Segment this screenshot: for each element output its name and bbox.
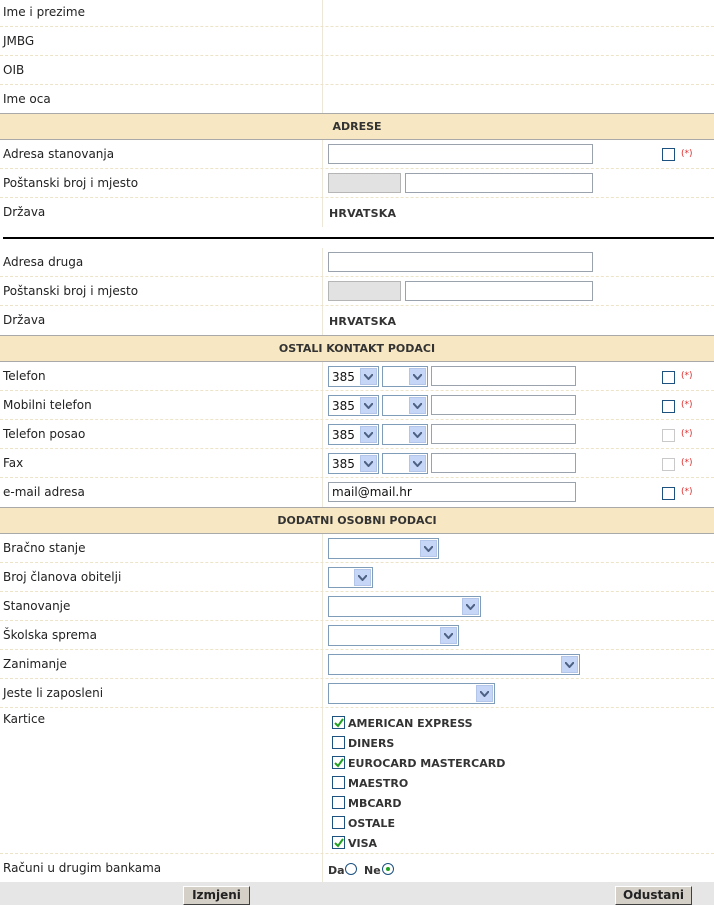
address2-country-row bbox=[0, 306, 714, 335]
required-marker: (*) bbox=[681, 429, 693, 439]
mobile-checkbox[interactable] bbox=[662, 400, 675, 413]
address2-postal-label: Poštanski broj i mjesto bbox=[3, 284, 139, 298]
father-name-row bbox=[0, 85, 714, 113]
chevron-down-icon bbox=[360, 368, 377, 385]
chevron-down-icon bbox=[409, 426, 426, 443]
other-banks-label: Računi u drugim bankama bbox=[3, 861, 162, 875]
chevron-down-icon bbox=[354, 569, 371, 586]
work-phone-label: Telefon posao bbox=[3, 427, 86, 441]
required-marker: (*) bbox=[681, 487, 693, 497]
mobile-country-code-select[interactable] bbox=[328, 395, 379, 416]
address-postal-code-input[interactable] bbox=[328, 173, 401, 193]
divider bbox=[3, 237, 714, 239]
checkmark-icon bbox=[334, 838, 344, 848]
other-banks-yes-label: Da bbox=[328, 864, 345, 877]
section-addresses: ADRESE bbox=[0, 113, 714, 140]
address-street-label: Adresa stanovanja bbox=[3, 147, 115, 161]
card-checkbox[interactable] bbox=[332, 716, 345, 729]
father-name-label: Ime oca bbox=[3, 92, 51, 106]
card-checkbox[interactable] bbox=[332, 836, 345, 849]
work-phone-number-input[interactable] bbox=[431, 424, 576, 444]
work-country-code-select[interactable] bbox=[328, 424, 379, 445]
family-members-label: Broj članova obitelji bbox=[3, 570, 122, 584]
section-extra: DODATNI OSOBNI PODACI bbox=[0, 507, 714, 534]
other-banks-no-label: Ne bbox=[364, 864, 381, 877]
required-marker: (*) bbox=[681, 371, 693, 381]
chevron-down-icon bbox=[462, 598, 479, 615]
address2-country-value: HRVATSKA bbox=[329, 315, 397, 328]
phone-country-code-value: 385 bbox=[332, 370, 355, 384]
card-checkbox[interactable] bbox=[332, 756, 345, 769]
address2-city-input[interactable] bbox=[405, 281, 593, 301]
chevron-down-icon bbox=[409, 397, 426, 414]
card-checkbox[interactable] bbox=[332, 736, 345, 749]
phone-checkbox[interactable] bbox=[662, 371, 675, 384]
chevron-down-icon bbox=[476, 685, 493, 702]
chevron-down-icon bbox=[409, 368, 426, 385]
name-label: Ime i prezime bbox=[3, 5, 85, 19]
name-row bbox=[0, 0, 714, 27]
address-country-value: HRVATSKA bbox=[329, 207, 397, 220]
email-checkbox[interactable] bbox=[662, 487, 675, 500]
work-phone-checkbox[interactable] bbox=[662, 429, 675, 442]
card-checkbox[interactable] bbox=[332, 776, 345, 789]
housing-select[interactable] bbox=[328, 596, 481, 617]
address-postal-label: Poštanski broj i mjesto bbox=[3, 176, 139, 190]
phone-area-code-select[interactable] bbox=[382, 366, 428, 387]
fax-country-code-select[interactable] bbox=[328, 453, 379, 474]
required-marker: (*) bbox=[681, 400, 693, 410]
work-area-code-select[interactable] bbox=[382, 424, 428, 445]
chevron-down-icon bbox=[409, 455, 426, 472]
address-city-input[interactable] bbox=[405, 173, 593, 193]
card-label: VISA bbox=[348, 837, 378, 850]
phone-country-code-select[interactable] bbox=[328, 366, 379, 387]
email-input[interactable] bbox=[328, 482, 576, 502]
radio-selected-dot bbox=[386, 867, 390, 871]
work-country-code-value: 385 bbox=[332, 428, 355, 442]
card-label: AMERICAN EXPRESS bbox=[348, 717, 473, 730]
phone-label: Telefon bbox=[3, 369, 46, 383]
chevron-down-icon bbox=[561, 656, 578, 673]
change-button[interactable]: Izmjeni bbox=[183, 886, 250, 905]
chevron-down-icon bbox=[360, 426, 377, 443]
mobile-country-code-value: 385 bbox=[332, 399, 355, 413]
fax-country-code-value: 385 bbox=[332, 457, 355, 471]
card-label: OSTALE bbox=[348, 817, 395, 830]
oib-row bbox=[0, 56, 714, 85]
card-checkbox[interactable] bbox=[332, 816, 345, 829]
fax-area-code-select[interactable] bbox=[382, 453, 428, 474]
address2-street-label: Adresa druga bbox=[3, 255, 84, 269]
address-street-checkbox[interactable] bbox=[662, 148, 675, 161]
required-marker: (*) bbox=[681, 149, 693, 159]
address-country-label: Država bbox=[3, 205, 46, 219]
oib-label: OIB bbox=[3, 63, 25, 77]
family-members-select[interactable] bbox=[328, 567, 373, 588]
marital-select[interactable] bbox=[328, 538, 439, 559]
mobile-area-code-select[interactable] bbox=[382, 395, 428, 416]
address2-postal-code-input[interactable] bbox=[328, 281, 401, 301]
email-label: e-mail adresa bbox=[3, 485, 85, 499]
card-label: DINERS bbox=[348, 737, 395, 750]
card-label: EUROCARD MASTERCARD bbox=[348, 757, 506, 770]
fax-number-input[interactable] bbox=[431, 453, 576, 473]
housing-label: Stanovanje bbox=[3, 599, 71, 613]
card-label: MBCARD bbox=[348, 797, 402, 810]
address-street-input[interactable] bbox=[328, 144, 593, 164]
chevron-down-icon bbox=[360, 455, 377, 472]
fax-checkbox[interactable] bbox=[662, 458, 675, 471]
address2-street-input[interactable] bbox=[328, 252, 593, 272]
other-banks-row bbox=[0, 854, 714, 882]
chevron-down-icon bbox=[440, 627, 457, 644]
card-checkbox[interactable] bbox=[332, 796, 345, 809]
occupation-select[interactable] bbox=[328, 654, 580, 675]
employed-label: Jeste li zaposleni bbox=[3, 686, 104, 700]
occupation-label: Zanimanje bbox=[3, 657, 67, 671]
checkmark-icon bbox=[334, 758, 344, 768]
card-label: MAESTRO bbox=[348, 777, 409, 790]
mobile-label: Mobilni telefon bbox=[3, 398, 92, 412]
section-contacts: OSTALI KONTAKT PODACI bbox=[0, 335, 714, 362]
other-banks-yes-radio[interactable] bbox=[345, 863, 357, 875]
marital-label: Bračno stanje bbox=[3, 541, 86, 555]
chevron-down-icon bbox=[420, 540, 437, 557]
checkmark-icon bbox=[334, 718, 344, 728]
employed-select[interactable] bbox=[328, 683, 495, 704]
cards-label: Kartice bbox=[3, 712, 45, 726]
jmbg-label: JMBG bbox=[3, 34, 35, 48]
required-marker: (*) bbox=[681, 458, 693, 468]
address-country-row bbox=[0, 198, 714, 227]
address2-country-label: Država bbox=[3, 313, 46, 327]
jmbg-row bbox=[0, 27, 714, 56]
education-label: Školska sprema bbox=[3, 628, 97, 642]
mobile-number-input[interactable] bbox=[431, 395, 576, 415]
cancel-button[interactable]: Odustani bbox=[615, 886, 692, 905]
education-select[interactable] bbox=[328, 625, 459, 646]
button-bar bbox=[0, 882, 714, 905]
chevron-down-icon bbox=[360, 397, 377, 414]
other-banks-no-radio[interactable] bbox=[382, 863, 394, 875]
phone-number-input[interactable] bbox=[431, 366, 576, 386]
fax-label: Fax bbox=[3, 456, 24, 470]
